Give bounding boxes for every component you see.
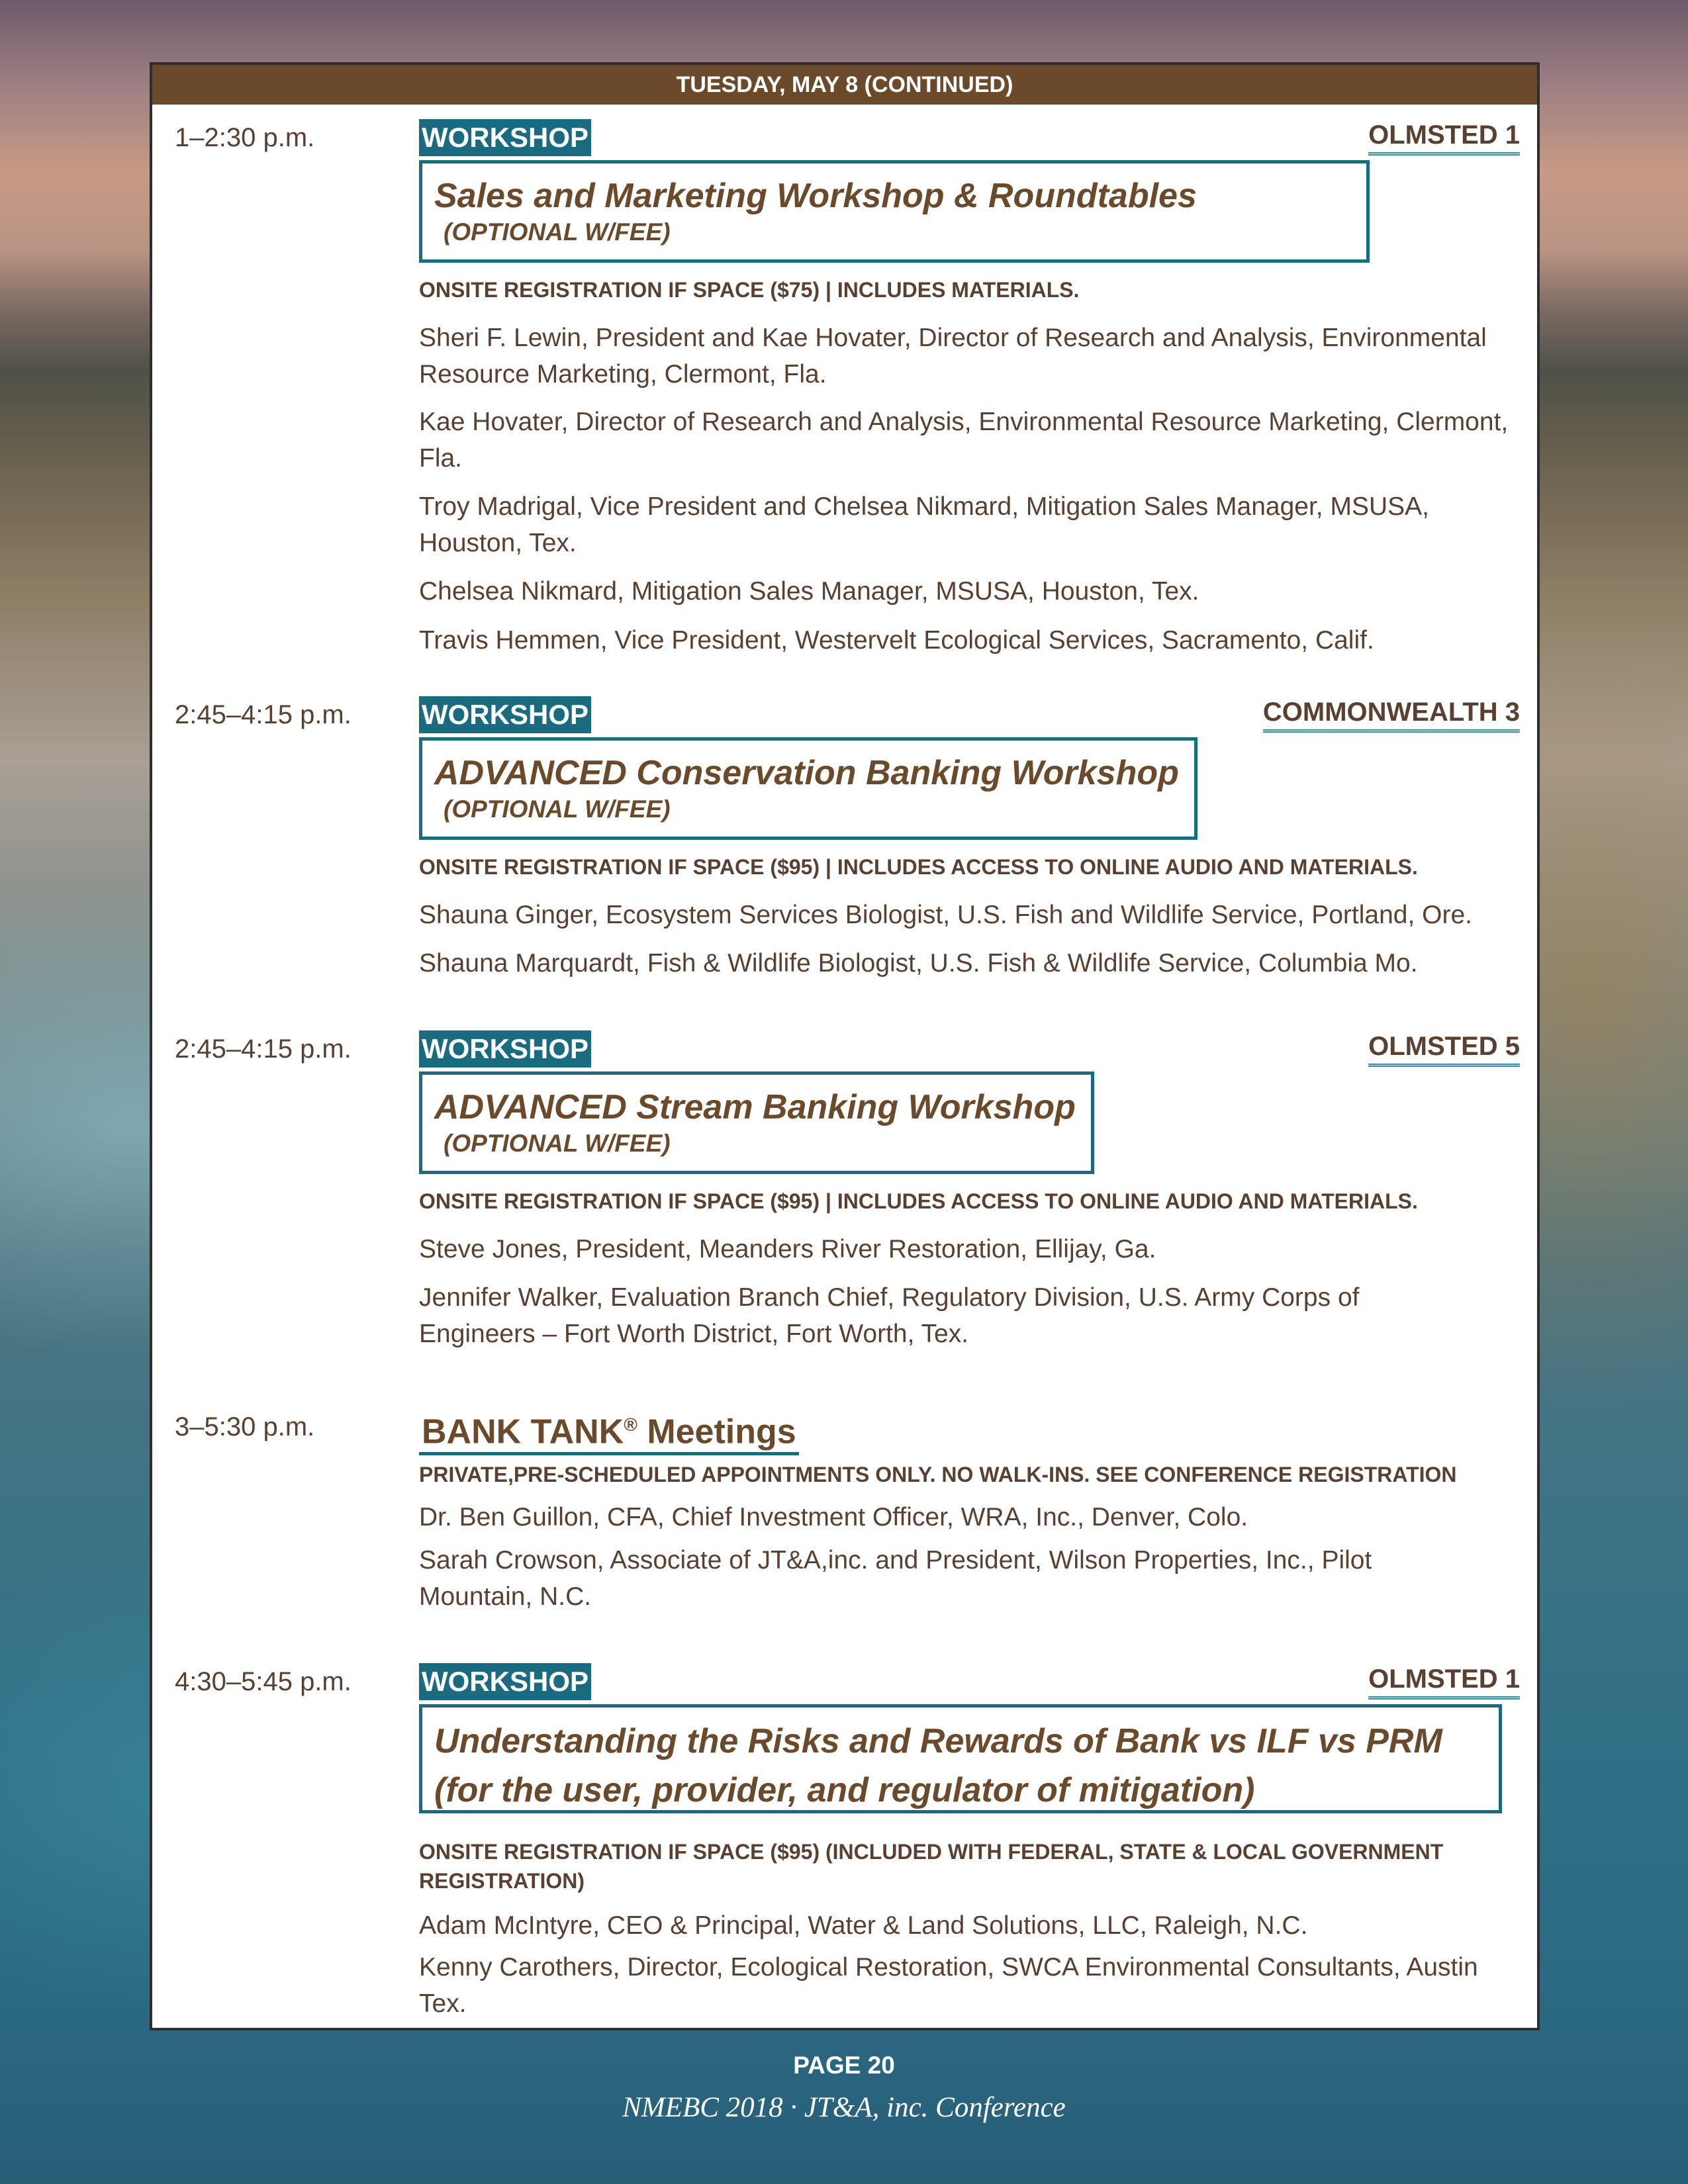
speaker: Shauna Marquardt, Fish & Wildlife Biologist, U.S. Fish & Wildlife Service, Columbia Mo. [419, 949, 1418, 978]
bank-tank-title [419, 1404, 799, 1455]
session-room: OLMSTED 5 [1368, 1029, 1520, 1067]
speaker: Adam McIntyre, CEO & Principal, Water & Land Solutions, LLC, Raleigh, N.C. [419, 1911, 1308, 1940]
session-time: 3–5:30 p.m. [175, 1412, 315, 1441]
session-time: 2:45–4:15 p.m. [175, 700, 352, 729]
session-title-box [419, 160, 1370, 263]
session-room: OLMSTED 1 [1368, 1662, 1520, 1700]
session-type-tag: WORKSHOP [419, 119, 591, 156]
speaker: Chelsea Nikmard, Mitigation Sales Manager, MSUSA, Houston, Tex. [419, 577, 1199, 606]
speaker: Sarah Crowson, Associate of JT&A,inc. and President, Wilson Properties, Inc., Pilot Mountain, N.C. [419, 1546, 1372, 1611]
session-registration-note: ONSITE REGISTRATION IF SPACE ($95) | INCLUDES ACCESS TO ONLINE AUDIO AND MATERIALS. [419, 855, 1418, 879]
session-time: 2:45–4:15 p.m. [175, 1034, 352, 1064]
session-registration-note: PRIVATE,PRE-SCHEDULED APPOINTMENTS ONLY. NO WALK-INS. SEE CONFERENCE REGISTRATION [419, 1463, 1457, 1486]
session-title: Sales and Marketing Workshop & Roundtables [434, 177, 1197, 215]
session-title: Understanding the Risks and Rewards of Bank vs ILF vs PRM (for the user, provider, and regulator of mitigation) [434, 1722, 1442, 1809]
session-optional-fee: (OPTIONAL W/FEE) [444, 796, 671, 823]
session-type-tag: WORKSHOP [419, 1030, 591, 1068]
session-registration-note: ONSITE REGISTRATION IF SPACE ($95) (INCLUDED WITH FEDERAL, STATE & LOCAL GOVERNMENT REGISTRATION) [419, 1840, 1444, 1893]
conference-name: NMEBC 2018 · JT&A, inc. Conference [622, 2092, 1066, 2123]
speaker: Travis Hemmen, Vice President, Westervelt Ecological Services, Sacramento, Calif. [419, 626, 1374, 655]
bank-tank-title-rest: Meetings [637, 1412, 796, 1451]
speaker: Shauna Ginger, Ecosystem Services Biologist, U.S. Fish and Wildlife Service, Portland, Ore. [419, 901, 1473, 929]
session-type-tag: WORKSHOP [419, 1663, 591, 1700]
session-room: COMMONWEALTH 3 [1263, 695, 1520, 733]
speaker: Dr. Ben Guillon, CFA, Chief Investment Officer, WRA, Inc., Denver, Colo. [419, 1503, 1248, 1531]
session-title-box [419, 1704, 1502, 1813]
speaker: Kae Hovater, Director of Research and Analysis, Environmental Resource Marketing, Clermont, Fla. [419, 408, 1509, 473]
session-registration-note: ONSITE REGISTRATION IF SPACE ($75) | INCLUDES MATERIALS. [419, 278, 1080, 302]
session-title-box [419, 737, 1197, 840]
page-number: PAGE 20 [793, 2052, 895, 2079]
session-title: ADVANCED Stream Banking Workshop [434, 1088, 1076, 1126]
session-title-box [419, 1071, 1094, 1174]
session-time: 4:30–5:45 p.m. [175, 1667, 352, 1696]
session-type-tag: WORKSHOP [419, 696, 591, 733]
session-title: ADVANCED Conservation Banking Workshop [434, 754, 1179, 792]
session-registration-note: ONSITE REGISTRATION IF SPACE ($95) | INCLUDES ACCESS TO ONLINE AUDIO AND MATERIALS. [419, 1189, 1418, 1213]
session-optional-fee: (OPTIONAL W/FEE) [444, 1130, 671, 1157]
speaker: Troy Madrigal, Vice President and Chelsea Nikmard, Mitigation Sales Manager, MSUSA, Houston, Tex. [419, 492, 1430, 557]
speaker: Sheri F. Lewin, President and Kae Hovater, Director of Research and Analysis, Environmental Resource Marketing, Clermont, Fla. [419, 324, 1487, 388]
bank-tank-title-main: BANK TANK [422, 1412, 624, 1451]
speaker: Jennifer Walker, Evaluation Branch Chief, Regulatory Division, U.S. Army Corps of Engineers – Fort Worth District, Fort Worth, Tex. [419, 1283, 1360, 1348]
session-time: 1–2:30 p.m. [175, 123, 315, 152]
registered-mark: ® [624, 1414, 637, 1435]
speaker: Steve Jones, President, Meanders River Restoration, Ellijay, Ga. [419, 1235, 1156, 1263]
session-optional-fee: (OPTIONAL W/FEE) [444, 218, 671, 246]
speaker: Kenny Carothers, Director, Ecological Restoration, SWCA Environmental Consultants, Austin Tex. [419, 1953, 1478, 2018]
schedule-sheet [150, 62, 1540, 2030]
session-room: OLMSTED 1 [1368, 118, 1520, 156]
day-header: TUESDAY, MAY 8 (CONTINUED) [152, 65, 1537, 105]
